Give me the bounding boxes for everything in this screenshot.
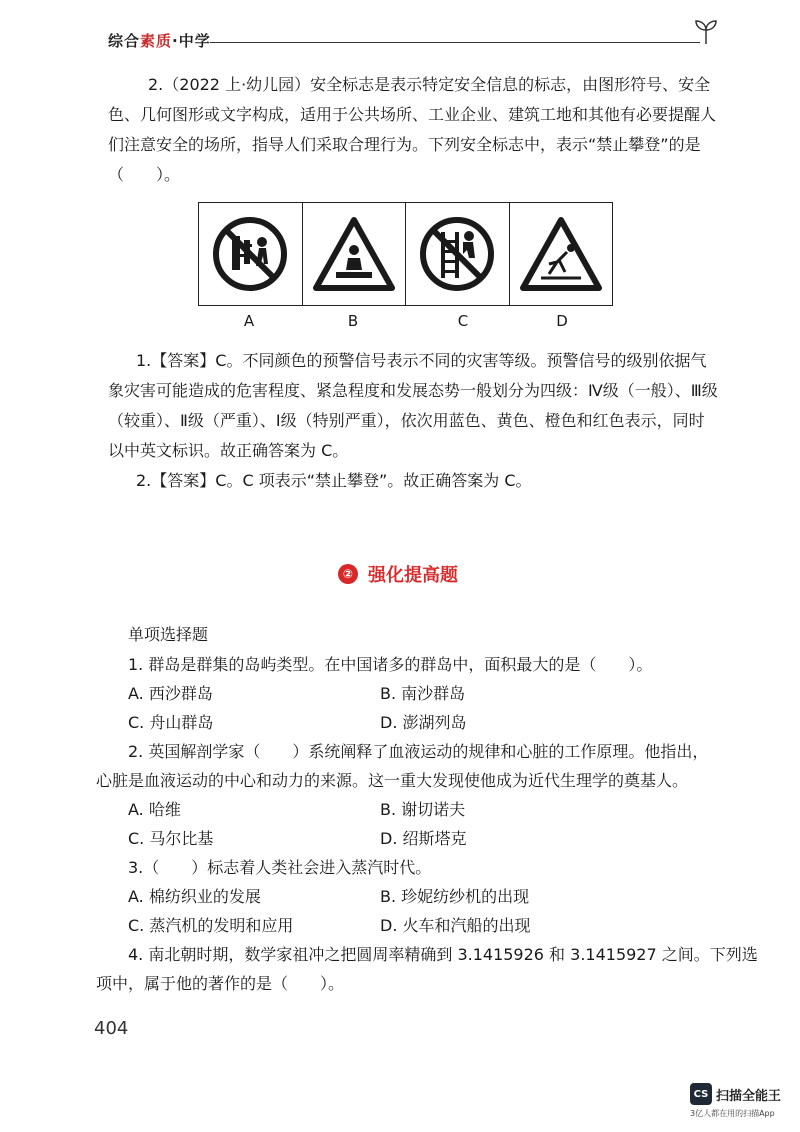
q3-option-d: D. 火车和汽船的出现 (380, 916, 531, 935)
sign-label-a: A (243, 312, 255, 330)
answer-1-line-1: 1.【答案】C。不同颜色的预警信号表示不同的灾害等级。预警信号的级别依据气 (136, 351, 707, 370)
q2-line-4: （ ）。 (108, 165, 181, 184)
sprout-icon (690, 14, 722, 46)
answer-1-line-3: （较重）、Ⅱ级（严重）、Ⅰ级（特别严重），依次用蓝色、黄色、橙色和红色表示，同时 (108, 411, 705, 430)
sign-cell-d (510, 203, 613, 305)
header-title-highlight: 素质 (140, 32, 173, 50)
camscanner-logo-icon: CS (690, 1083, 712, 1105)
header-title-post: ·中学 (172, 32, 211, 50)
q2-line-3: 们注意安全的场所，指导人们采取合理行为。下列安全标志中，表示“禁止攀登”的是 (108, 135, 701, 154)
header-title-pre: 综合 (108, 32, 141, 50)
sign-cell-b (303, 203, 407, 305)
header-rule (210, 42, 700, 43)
q1-stem: 1. 群岛是群集的岛屿类型。在中国诸多的群岛中，面积最大的是（ ）。 (128, 655, 653, 674)
q2-option-c: C. 马尔比基 (128, 829, 214, 848)
no-climbing-scaffold-icon (210, 214, 290, 294)
sign-label-b: B (347, 312, 359, 330)
q3-option-c: C. 蒸汽机的发明和应用 (128, 916, 294, 935)
warning-fall-icon (519, 216, 603, 292)
sign-cell-a (199, 203, 303, 305)
q1-option-b: B. 南沙群岛 (380, 684, 466, 703)
no-climbing-ladder-icon (417, 214, 497, 294)
answer-1-line-4: 以中英文标识。故正确答案为 C。 (108, 441, 349, 460)
page-number: 404 (94, 1018, 129, 1039)
answer-2: 2.【答案】C。C 项表示“禁止攀登”。故正确答案为 C。 (136, 471, 532, 490)
scanner-watermark (690, 1083, 781, 1105)
q3-option-b: B. 珍妮纺纱机的出现 (380, 887, 530, 906)
q2-line-1: 2.（2022 上·幼儿园）安全标志是表示特定安全信息的标志，由图形符号、安全 (148, 75, 711, 94)
q2-stem-line-1: 2. 英国解剖学家（ ）系统阐释了血液运动的规律和心脏的工作原理。他指出， (128, 742, 709, 761)
q3-stem: 3.（ ）标志着人类社会进入蒸汽时代。 (128, 858, 432, 877)
q2-line-2: 色、几何图形或文字构成，适用于公共场所、工业企业、建筑工地和其他有必要提醒人 (108, 105, 717, 124)
sign-cell-c (406, 203, 510, 305)
q3-option-a: A. 棉纺织业的发展 (128, 887, 261, 906)
warning-step-icon (312, 216, 396, 292)
safety-signs-table (198, 202, 613, 306)
q1-option-d: D. 澎湖列岛 (380, 713, 467, 732)
sign-label-c: C (457, 312, 469, 330)
q2-option-b: B. 谢切诺夫 (380, 800, 466, 819)
q4-stem-line-1: 4. 南北朝时期，数学家祖冲之把圆周率精确到 3.1415926 和 3.1415927 之间。下列选 (128, 945, 758, 964)
q2-option-a: A. 哈维 (128, 800, 181, 819)
watermark-subtitle: 3亿人都在用的扫描App (690, 1109, 775, 1118)
q1-option-c: C. 舟山群岛 (128, 713, 214, 732)
section-title: 强化提高题 (368, 565, 458, 586)
watermark-name: 扫描全能王 (716, 1088, 782, 1104)
q4-stem-line-2: 项中，属于他的著作的是（ ）。 (96, 974, 345, 993)
q2-option-d: D. 绍斯塔克 (380, 829, 467, 848)
section-heading (338, 561, 458, 587)
q2-stem-line-2: 心脏是血液运动的中心和动力的来源。这一重大发现使他成为近代生理学的奠基人。 (96, 771, 689, 790)
subsection-title: 单项选择题 (128, 625, 209, 644)
sign-label-d: D (556, 312, 568, 330)
running-header (108, 30, 211, 51)
section-number-badge: ② (338, 564, 358, 584)
answer-1-line-2: 象灾害可能造成的危害程度、紧急程度和发展态势一般划分为四级：Ⅳ级（一般）、Ⅲ级 (108, 381, 718, 400)
q1-option-a: A. 西沙群岛 (128, 684, 213, 703)
